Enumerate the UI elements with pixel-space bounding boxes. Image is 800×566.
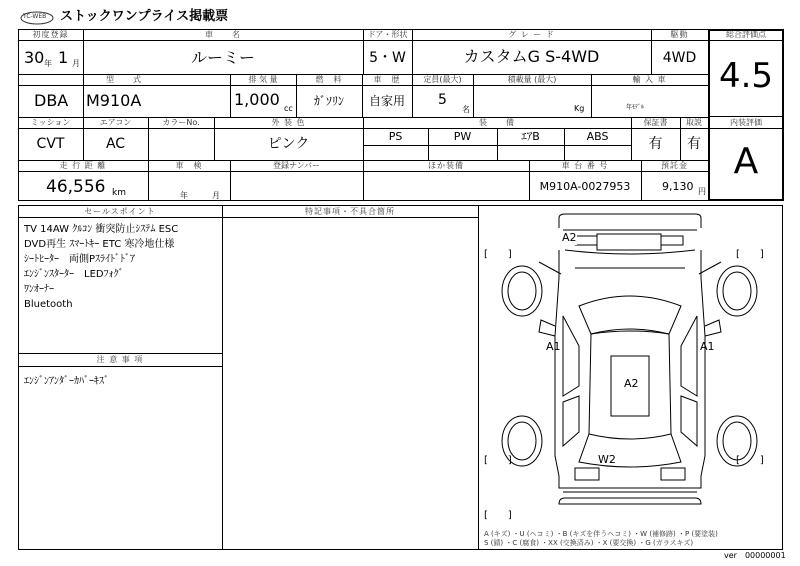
equip-pw: PW bbox=[453, 130, 472, 143]
label-displacement: 排 気 量 bbox=[248, 75, 278, 84]
label-color-no: カラーNo. bbox=[162, 118, 200, 127]
model-code: M910A bbox=[86, 91, 142, 110]
label-notes: 注 意 事 項 bbox=[96, 355, 144, 364]
bracket-front-right: [ ] bbox=[736, 249, 764, 260]
list-item: DVD再生 ｽﾏｰﾄｷｰ ETC 寒冷地仕様 bbox=[24, 239, 175, 250]
equip-ps: PS bbox=[388, 130, 403, 143]
bracket-rear-left: [ ] bbox=[484, 455, 512, 466]
label-other-equip: ほか装備 bbox=[428, 161, 464, 170]
displacement: 1,000 bbox=[234, 90, 280, 109]
mark-left: A1 bbox=[546, 340, 561, 353]
mark-roof: A2 bbox=[624, 377, 639, 390]
grade: カスタムG S-4WD bbox=[463, 47, 600, 66]
mileage: 46,556 bbox=[46, 177, 106, 197]
interior-score: A bbox=[733, 141, 759, 182]
unit-yen: 円 bbox=[698, 187, 706, 196]
unit-model-year: 年ﾓﾃﾞﾙ bbox=[626, 104, 645, 111]
mark-rear: W2 bbox=[598, 453, 616, 466]
label-manual: 取説 bbox=[686, 118, 702, 127]
label-car-name: 車 名 bbox=[205, 30, 241, 39]
mark-right: A1 bbox=[700, 340, 715, 353]
manual: 有 bbox=[687, 136, 701, 152]
list-item: TV 14AW ｸﾙｺﾝ 衝突防止ｼｽﾃﾑ ESC bbox=[24, 224, 179, 235]
label-exterior-color: 外 装 色 bbox=[271, 118, 306, 127]
label-model: 型 式 bbox=[106, 75, 142, 84]
label-chassis: 車 台 番 号 bbox=[561, 161, 609, 170]
label-history: 車 歴 bbox=[373, 75, 401, 84]
list-item: Bluetooth bbox=[24, 299, 73, 310]
label-warranty: 保証書 bbox=[643, 118, 668, 127]
mission: CVT bbox=[36, 136, 65, 152]
unit-km: km bbox=[112, 188, 126, 198]
aircon: AC bbox=[105, 136, 126, 152]
label-aircon: エアコン bbox=[99, 118, 132, 127]
fuel-type: ｶﾞｿﾘﾝ bbox=[313, 94, 344, 108]
list-item: ｼｰﾄﾋｰﾀｰ 両側Pｽﾗｲﾄﾞﾄﾞｱ bbox=[24, 254, 136, 265]
logo-text: TC-WEB bbox=[23, 13, 47, 20]
unit-persons: 名 bbox=[462, 105, 470, 114]
equip-abs: ABS bbox=[586, 130, 609, 143]
page-title: ストックワンプライス掲載票 bbox=[60, 9, 229, 24]
registration-date bbox=[22, 44, 82, 72]
warranty: 有 bbox=[648, 136, 663, 152]
label-special-notes: 特記事項・不具合箇所 bbox=[305, 207, 395, 216]
label-fuel: 燃 料 bbox=[315, 75, 343, 84]
mark-front: A2 bbox=[562, 231, 577, 244]
label-grade: グ レ ー ド bbox=[508, 30, 555, 39]
label-equipment: 装 備 bbox=[479, 118, 515, 127]
label-drive: 駆動 bbox=[670, 30, 689, 39]
label-import: 輸 入 車 bbox=[632, 75, 667, 84]
list-item: ｴﾝｼﾞﾝｽﾀｰﾀｰ LEDﾌｫｸﾞ bbox=[24, 269, 124, 280]
equip-airbag: ｴｱB bbox=[521, 130, 540, 143]
legend-line-1: A (キズ) ・U (ヘコミ) ・B (キズを伴うヘコミ) ・W (補修跡) ・P (要塗装) bbox=[484, 530, 718, 538]
label-plate: 登録ナンバー bbox=[272, 161, 321, 170]
exterior-color: ピンク bbox=[267, 136, 310, 152]
label-inspection: 車 検 bbox=[175, 161, 203, 170]
list-item: ﾜﾝｵｰﾅｰ bbox=[24, 284, 54, 295]
bracket-rear-right: [ ] bbox=[736, 455, 764, 466]
sales-points-list bbox=[24, 222, 178, 312]
label-interior-score: 内装評価 bbox=[730, 118, 762, 127]
bracket-front-left: [ ] bbox=[484, 249, 512, 260]
label-sales-points: セールスポイント bbox=[84, 207, 156, 216]
bracket-rear: [ ] bbox=[484, 510, 512, 521]
notes-text: ｴﾝｼﾞﾝｱﾝﾀﾞｰｶﾊﾞｰｷｽﾞ bbox=[24, 376, 109, 387]
label-mileage: 走 行 距 離 bbox=[59, 161, 107, 170]
version-label: ver 00000001 bbox=[724, 551, 786, 560]
unit-inspection-year: 年 bbox=[180, 191, 188, 200]
unit-month: 月 bbox=[72, 59, 80, 68]
capacity: 5 bbox=[438, 92, 447, 108]
overall-score: 4.5 bbox=[718, 56, 774, 96]
registration-month: 1 bbox=[58, 48, 69, 67]
label-deposit: 預託金 bbox=[661, 161, 688, 170]
label-first-registration: 初度登録 bbox=[32, 30, 69, 39]
unit-year: 年 bbox=[44, 59, 52, 68]
label-door: ドア・形状 bbox=[367, 30, 408, 39]
model-prefix: DBA bbox=[34, 91, 69, 110]
unit-cc: cc bbox=[284, 104, 293, 113]
door-shape: 5・W bbox=[369, 50, 406, 66]
unit-kg: Kg bbox=[574, 104, 585, 113]
deposit-amount: 9,130 bbox=[662, 180, 694, 193]
legend-line-2: S (錆) ・C (腐食) ・XX (交換済み) ・X (要交換) ・G (ガラスキズ) bbox=[484, 539, 694, 547]
chassis-number: M910A-0027953 bbox=[539, 180, 631, 193]
label-mission: ミッション bbox=[30, 118, 71, 127]
vehicle-history: 自家用 bbox=[368, 94, 405, 108]
label-capacity: 定員(最大) bbox=[423, 75, 462, 84]
label-overall-score: 総合評価点 bbox=[726, 30, 766, 39]
registration-year: 30 bbox=[24, 48, 45, 67]
unit-inspection-month: 月 bbox=[212, 191, 220, 200]
label-load: 積載量 (最大) bbox=[507, 75, 557, 84]
car-name: ルーミー bbox=[190, 48, 255, 67]
drive-type: 4WD bbox=[662, 50, 697, 66]
logo bbox=[20, 10, 54, 24]
